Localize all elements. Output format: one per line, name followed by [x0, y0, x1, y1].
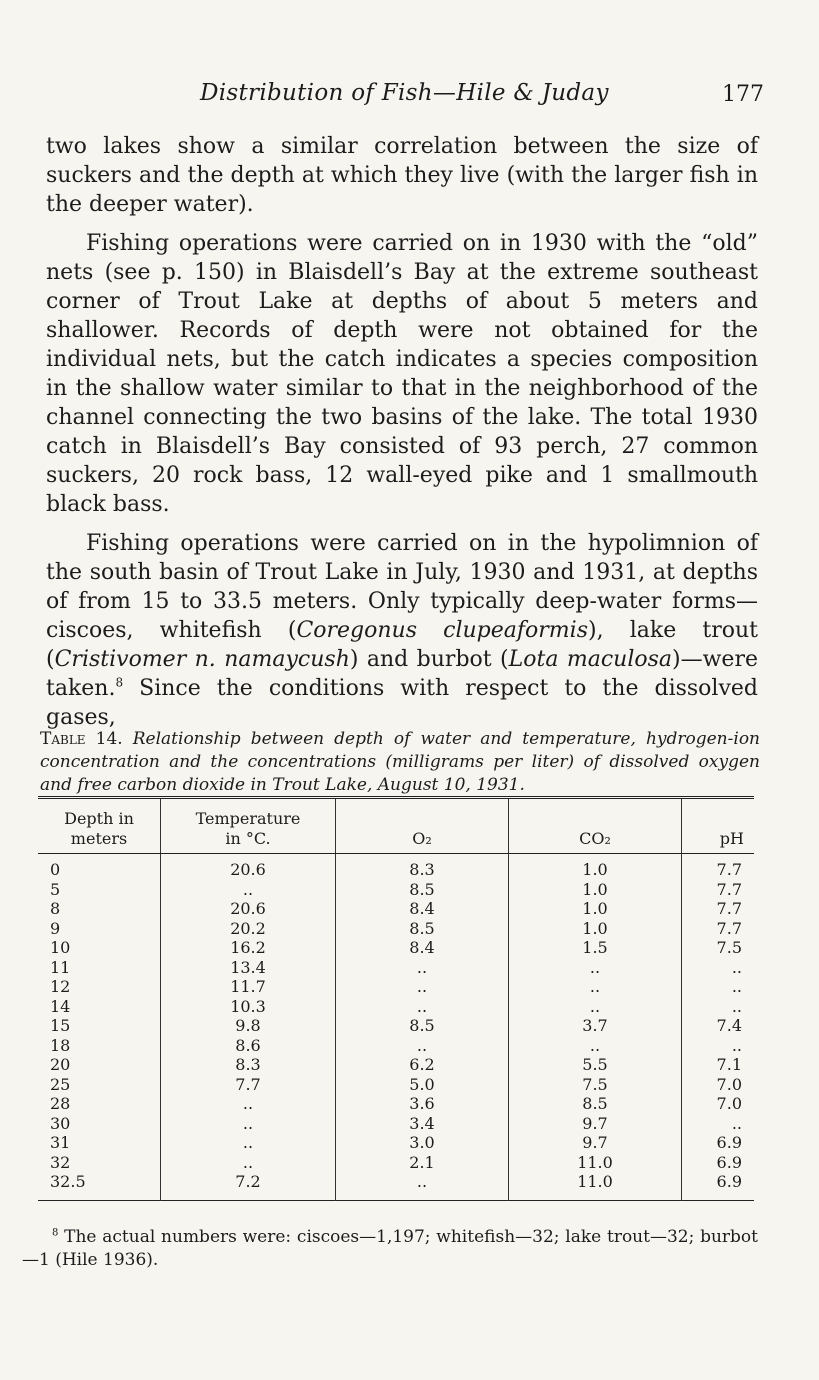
cell-ph: 7.7 — [716, 899, 742, 918]
cell-o2: 3.4 — [336, 1114, 509, 1134]
paragraph-3 — [46, 529, 758, 732]
table-row — [38, 1016, 754, 1036]
cell-ph: 7.4 — [716, 1016, 742, 1035]
cell-temperature: .. — [161, 1114, 336, 1134]
cell-temperature: 20.6 — [161, 899, 336, 919]
paragraph-3-part-h: Since the conditions with respect to the dissolved gases, — [46, 676, 758, 730]
header-depth — [38, 798, 161, 854]
cell-ph: .. — [731, 1035, 742, 1055]
cell-ph: 7.0 — [716, 1074, 742, 1094]
cell-ph: 6.9 — [716, 1133, 742, 1152]
cell-co2: 9.7 — [509, 1114, 682, 1134]
cell-temperature: 7.2 — [161, 1172, 336, 1200]
cell-o2: .. — [336, 958, 509, 978]
cell-depth: 20 — [38, 1055, 161, 1075]
cell-o2: .. — [336, 1172, 509, 1200]
cell-temperature: 8.3 — [161, 1055, 336, 1075]
footnote-marker: 8 — [52, 1227, 59, 1239]
cell-o2: 8.4 — [336, 899, 509, 919]
species-name-lake-trout: Cristivomer n. namaycush — [54, 647, 350, 672]
table-row — [38, 1172, 754, 1200]
cell-o2: 3.0 — [336, 1133, 509, 1153]
header-temperature-line-1: Temperature — [195, 809, 301, 828]
cell-ph: 7.1 — [716, 1055, 742, 1074]
cell-depth: 31 — [38, 1133, 161, 1153]
cell-o2: 2.1 — [336, 1153, 509, 1173]
species-name-whitefish: Coregonus clupeaformis — [296, 618, 588, 643]
cell-temperature: 20.6 — [161, 854, 336, 880]
cell-depth: 28 — [38, 1094, 161, 1114]
table-row — [38, 1094, 754, 1114]
table-body — [38, 854, 754, 1201]
table-row — [38, 997, 754, 1017]
cell-ph: 7.5 — [716, 938, 742, 957]
table-header-row — [38, 798, 754, 854]
cell-o2: .. — [336, 997, 509, 1017]
cell-depth: 12 — [38, 977, 161, 997]
cell-ph: 7.7 — [716, 860, 742, 879]
header-ph: pH — [682, 798, 755, 854]
cell-co2: 3.7 — [509, 1016, 682, 1036]
cell-temperature: 11.7 — [161, 977, 336, 997]
header-depth-line-2: meters — [70, 829, 128, 848]
paragraph-1: two lakes show a similar correlation between the size of suckers and the depth at which they live (with the larger fish in the deeper water). — [46, 134, 758, 217]
cell-temperature: 20.2 — [161, 919, 336, 939]
paragraph-2: Fishing operations were carried on in 1930 with the “old” nets (see p. 150) in Blaisdell’s Bay at the extreme southeast corner of Trout Lake at depths of about 5 meters and shallower. Records of depth were not obtained for the individual nets, but the catch indicates a species composition in the shallow water similar to that in the neighborhood of the channel connecting the two basins of the lake. The total 1930 catch in Blaisdell’s Bay consisted of 93 perch, 27 common suckers, 20 rock bass, 12 wall-eyed pike and 1 smallmouth black bass. — [46, 231, 758, 517]
header-o2: O₂ — [336, 798, 509, 854]
cell-depth: 5 — [38, 880, 161, 900]
cell-o2: 8.5 — [336, 919, 509, 939]
cell-co2: 7.5 — [509, 1075, 682, 1095]
cell-o2: .. — [336, 977, 509, 997]
cell-ph: 6.9 — [716, 1152, 742, 1172]
cell-temperature: 9.8 — [161, 1016, 336, 1036]
cell-o2: 8.3 — [336, 854, 509, 880]
cell-co2: .. — [509, 977, 682, 997]
table-row — [38, 977, 754, 997]
header-co2: CO₂ — [509, 798, 682, 854]
species-name-burbot: Lota maculosa — [508, 647, 673, 672]
cell-ph: .. — [731, 996, 742, 1016]
cell-temperature: 13.4 — [161, 958, 336, 978]
data-table — [38, 796, 754, 1201]
cell-ph: .. — [731, 977, 742, 996]
page-header — [44, 74, 764, 114]
cell-o2: 8.5 — [336, 880, 509, 900]
cell-temperature: 8.6 — [161, 1036, 336, 1056]
table-row — [38, 919, 754, 939]
cell-depth: 15 — [38, 1016, 161, 1036]
page-number: 177 — [722, 82, 764, 107]
table-row — [38, 1036, 754, 1056]
cell-temperature: 16.2 — [161, 938, 336, 958]
table-row — [38, 1075, 754, 1095]
header-temperature — [161, 798, 336, 854]
cell-temperature: 7.7 — [161, 1075, 336, 1095]
cell-o2: 8.4 — [336, 938, 509, 958]
cell-co2: .. — [509, 958, 682, 978]
header-depth-line-1: Depth in — [64, 809, 134, 828]
header-temperature-line-2: in °C. — [225, 829, 271, 848]
table-row — [38, 899, 754, 919]
cell-co2: 1.5 — [509, 938, 682, 958]
table-row — [38, 1055, 754, 1075]
cell-co2: 1.0 — [509, 854, 682, 880]
footnote-reference: 8 — [115, 675, 124, 690]
table-row — [38, 854, 754, 880]
cell-o2: .. — [336, 1036, 509, 1056]
table-row — [38, 880, 754, 900]
cell-depth: 25 — [38, 1075, 161, 1095]
table-row — [38, 1133, 754, 1153]
cell-depth: 11 — [38, 958, 161, 978]
table-row — [38, 1114, 754, 1134]
table-row — [38, 938, 754, 958]
cell-co2: .. — [509, 997, 682, 1017]
cell-co2: 9.7 — [509, 1133, 682, 1153]
paragraph-3-part-c: ), lake trout ( — [46, 618, 758, 672]
cell-temperature: .. — [161, 1133, 336, 1153]
cell-ph: 6.9 — [716, 1172, 742, 1191]
cell-co2: 11.0 — [509, 1172, 682, 1200]
cell-temperature: .. — [161, 1094, 336, 1114]
table-row — [38, 958, 754, 978]
paragraph-3-part-g: )—were taken. — [46, 647, 758, 701]
cell-depth: 8 — [38, 899, 161, 919]
cell-co2: 1.0 — [509, 880, 682, 900]
cell-depth: 0 — [38, 854, 161, 880]
cell-depth: 18 — [38, 1036, 161, 1056]
cell-depth: 9 — [38, 919, 161, 939]
footnote — [22, 1226, 758, 1272]
cell-co2: 5.5 — [509, 1055, 682, 1075]
cell-ph: 7.7 — [716, 918, 742, 938]
cell-co2: 1.0 — [509, 899, 682, 919]
cell-co2: 1.0 — [509, 919, 682, 939]
table-caption — [40, 728, 760, 797]
body-text — [46, 132, 758, 742]
cell-o2: 8.5 — [336, 1016, 509, 1036]
footnote-text: The actual numbers were: ciscoes—1,197; whitefish—32; lake trout—32; burbot—1 (Hile 1936). — [22, 1227, 758, 1270]
cell-o2: 6.2 — [336, 1055, 509, 1075]
paragraph-3-part-e: ) and burbot ( — [349, 647, 509, 672]
paragraph-3-part-a: Fishing operations were carried on in the hypolimnion of the south basin of Trout Lake in July, 1930 and 1931, at depths of from 15 to 33.5 meters. Only typically deep-water forms—ciscoes, whitefish ( — [46, 531, 758, 643]
cell-temperature: .. — [161, 1153, 336, 1173]
cell-ph: 7.0 — [716, 1094, 742, 1113]
cell-temperature: .. — [161, 880, 336, 900]
cell-ph: .. — [731, 957, 742, 977]
cell-temperature: 10.3 — [161, 997, 336, 1017]
table-caption-text: Relationship between depth of water and temperature, hydrogen-ion concentration and the concentrations (milligrams per liter) of dissolved oxygen and free carbon dioxide in Trout Lake, August 10, 1931. — [40, 729, 760, 795]
cell-ph: .. — [731, 1113, 742, 1133]
cell-depth: 32.5 — [38, 1172, 161, 1200]
cell-o2: 3.6 — [336, 1094, 509, 1114]
table-label: Table 14. — [40, 729, 123, 749]
cell-co2: 8.5 — [509, 1094, 682, 1114]
running-title: Distribution of Fish—Hile & Juday — [200, 80, 609, 106]
cell-depth: 32 — [38, 1153, 161, 1173]
cell-o2: 5.0 — [336, 1075, 509, 1095]
cell-depth: 30 — [38, 1114, 161, 1134]
cell-ph: 7.7 — [716, 879, 742, 899]
cell-co2: .. — [509, 1036, 682, 1056]
cell-depth: 10 — [38, 938, 161, 958]
table-row — [38, 1153, 754, 1173]
cell-co2: 11.0 — [509, 1153, 682, 1173]
cell-depth: 14 — [38, 997, 161, 1017]
